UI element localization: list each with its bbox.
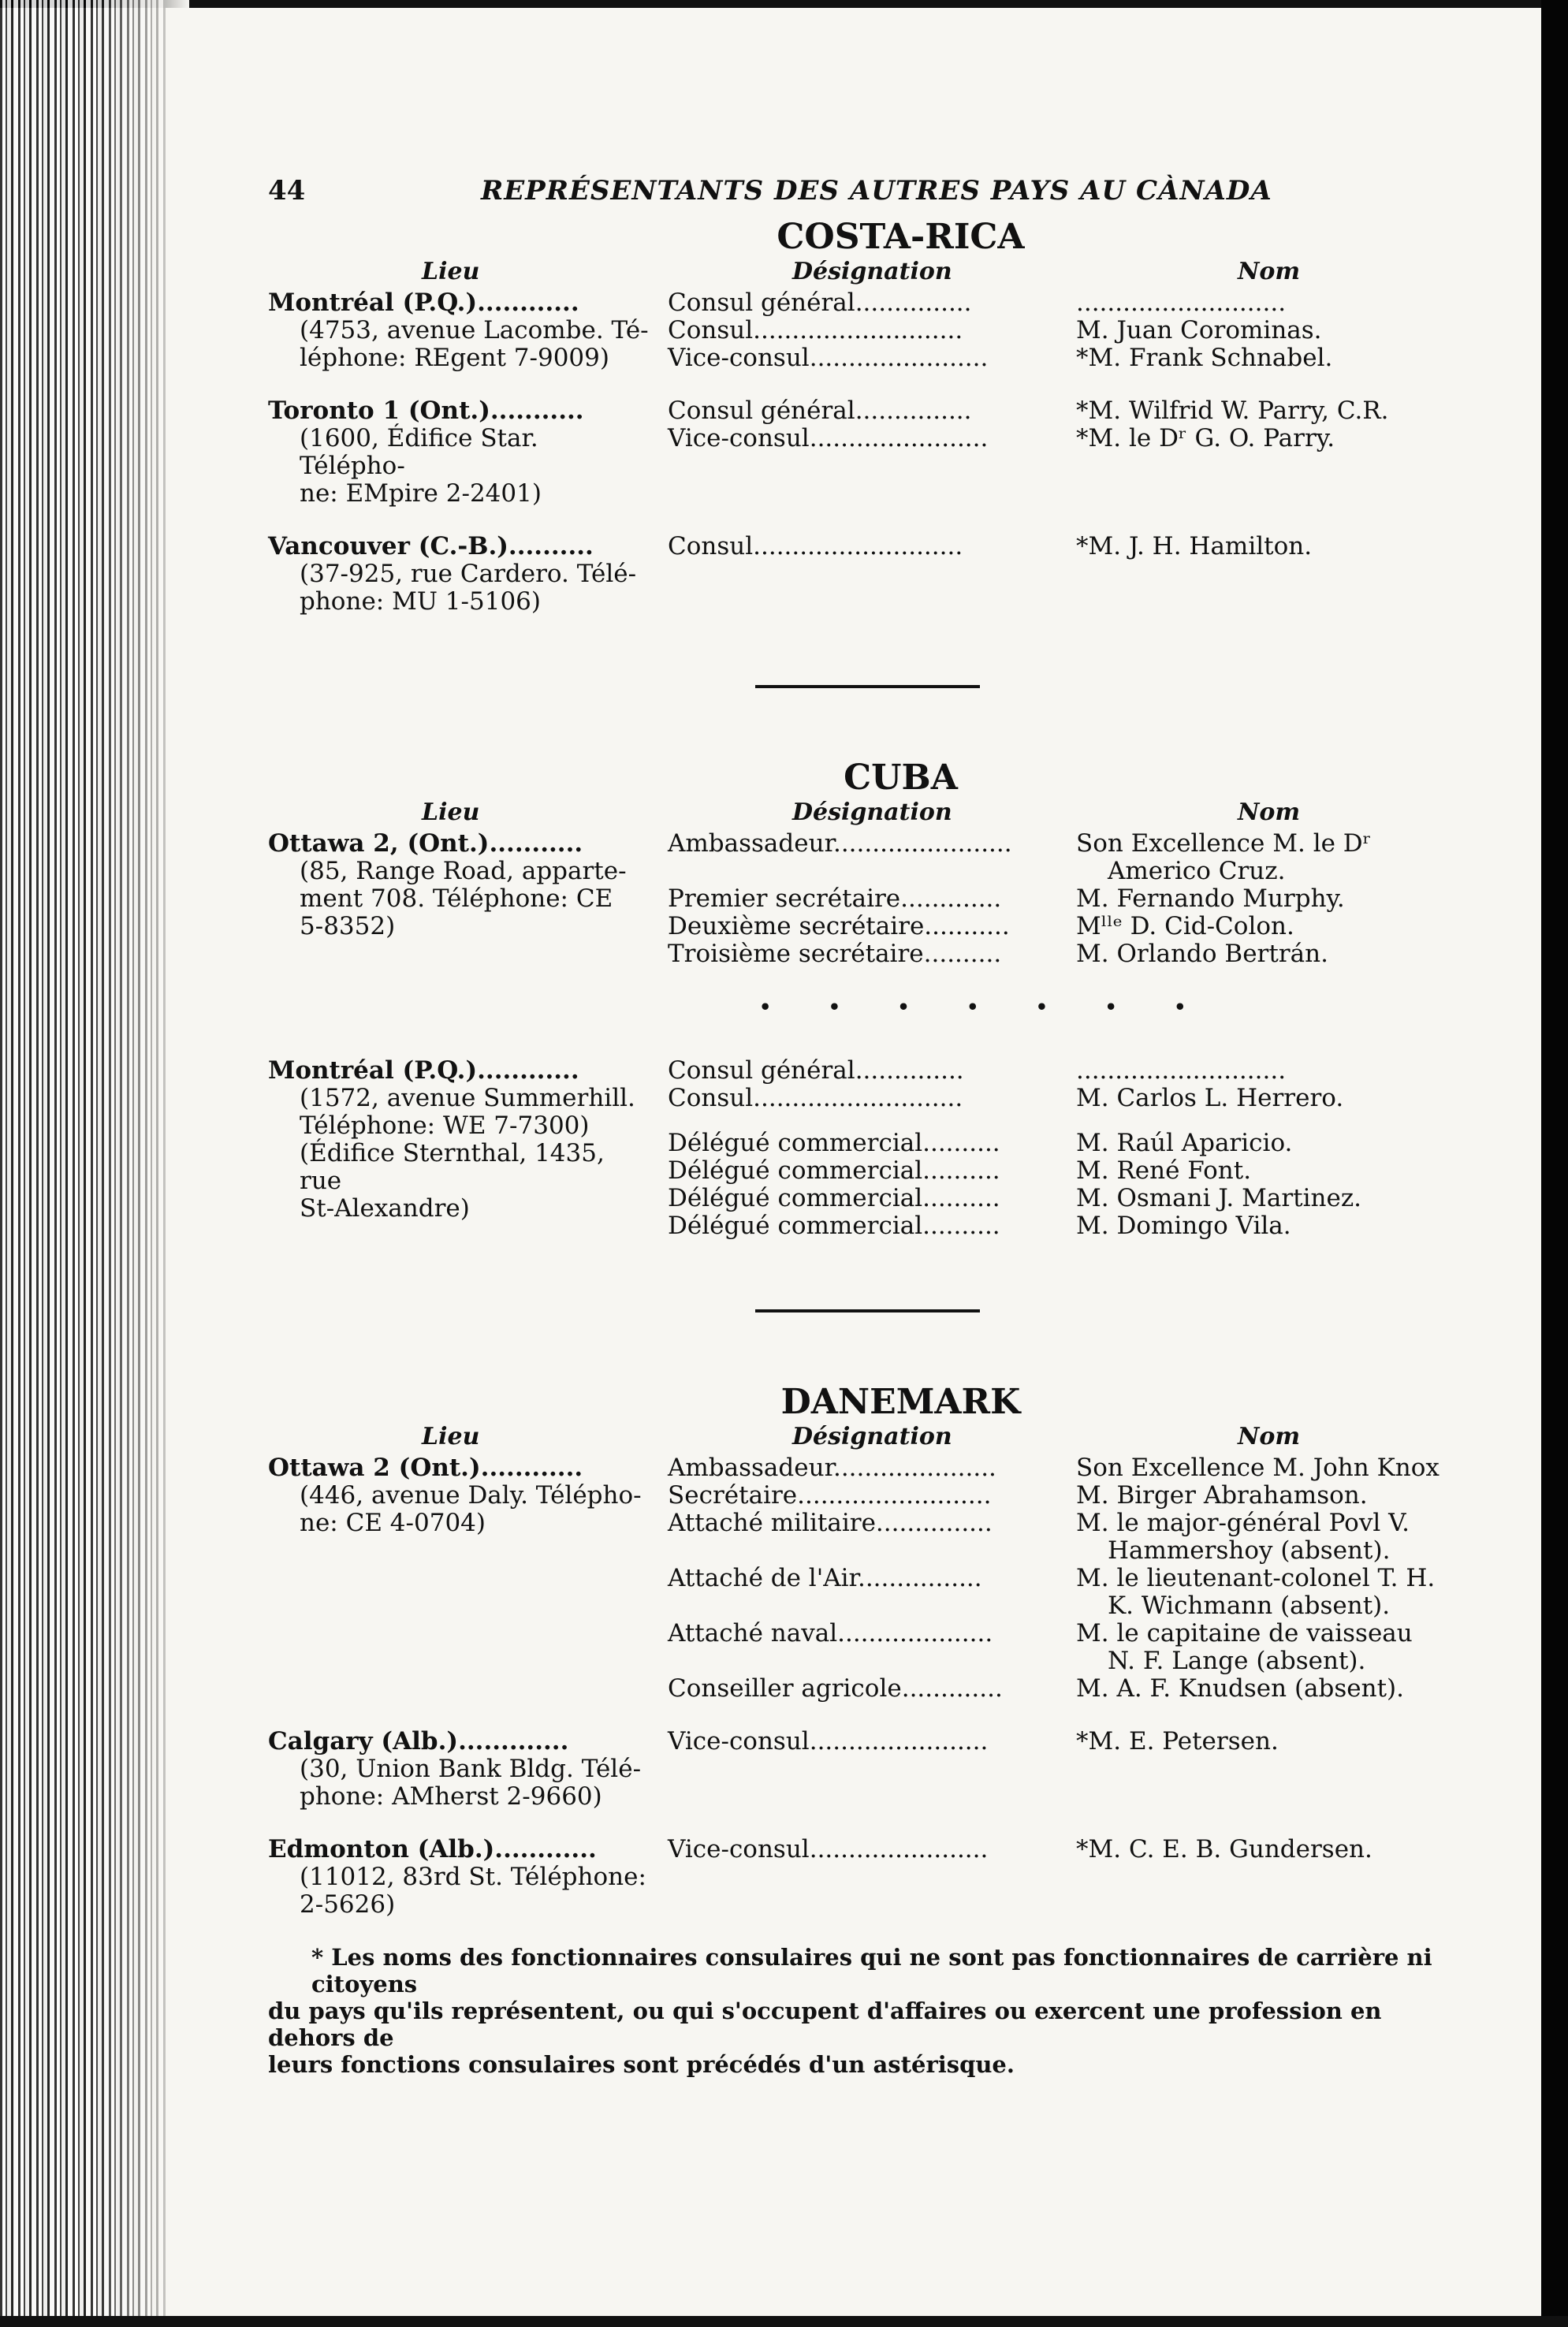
designation-title: Consul général.............. (668, 1056, 964, 1085)
designation-title: Consul général............... (668, 289, 972, 317)
lieu-column (268, 289, 650, 372)
designation-column (650, 830, 1062, 968)
page-number: 44 (268, 175, 306, 207)
column-header-lieu: Lieu (422, 1423, 480, 1450)
location-entry (268, 1057, 1458, 1240)
address-line: léphone: REgent 7-9009) (300, 344, 609, 372)
nom-column (1062, 1454, 1458, 1703)
nom-column (1062, 1057, 1458, 1240)
official-name: M. Juan Corominas. (1076, 316, 1322, 344)
place-name: Ottawa 2 (Ont.)............ (268, 1454, 583, 1482)
row-gap (1076, 1112, 1458, 1130)
country-heading: DANEMARK (780, 1382, 1021, 1422)
designation-column (650, 1454, 1062, 1703)
official-name: M. Orlando Bertrán. (1076, 940, 1328, 968)
address-line: (30, Union Bank Bldg. Télé- (300, 1755, 642, 1783)
lieu-column (268, 1057, 650, 1240)
address-line: phone: MU 1-5106) (300, 587, 541, 616)
location-entry (268, 289, 1458, 372)
official-name: M. Domingo Vila. (1076, 1212, 1291, 1240)
document-page (268, 177, 1458, 2078)
official-name: Mˡˡᵉ D. Cid-Colon. (1076, 912, 1294, 940)
address-line: (11012, 83rd St. Téléphone: (300, 1863, 646, 1891)
column-header-lieu: Lieu (422, 258, 480, 285)
official-name: M. Fernando Murphy. (1076, 884, 1345, 913)
address-line: (85, Range Road, apparte- (300, 857, 627, 885)
official-name: *M. E. Petersen. (1076, 1727, 1279, 1755)
designation-column (650, 1057, 1062, 1240)
designation-title: Premier secrétaire............. (668, 884, 1002, 913)
column-header-nom: Nom (1238, 258, 1301, 285)
official-name: ........................... (1076, 1056, 1287, 1085)
column-header-nom: Nom (1238, 799, 1301, 826)
address-line: 2-5626) (300, 1890, 396, 1919)
lieu-column (268, 397, 650, 508)
column-headers (268, 1423, 1458, 1454)
official-name: ........................... (1076, 289, 1287, 317)
place-name: Ottawa 2, (Ont.)........... (268, 829, 583, 858)
designation-title: Consul général............... (668, 397, 972, 425)
address-line: (1600, Édifice Star. Télépho- (300, 424, 538, 480)
official-name: M. le major-général Povl V. (1076, 1509, 1410, 1537)
nom-column (1062, 397, 1458, 508)
place-name: Montréal (P.Q.)............ (268, 1056, 579, 1085)
lieu-column (268, 1836, 650, 1919)
spine-fade (95, 0, 189, 2327)
designation-column (650, 289, 1062, 372)
address-line: Téléphone: WE 7-7300) (300, 1111, 590, 1140)
designation-title: Délégué commercial.......... (668, 1212, 1000, 1240)
section-divider-rule (755, 685, 980, 688)
official-name-continued: N. F. Lange (absent). (1108, 1647, 1366, 1675)
location-entry (268, 1728, 1458, 1811)
designation-title: Attaché naval.................... (668, 1619, 993, 1648)
country-heading: CUBA (844, 758, 958, 798)
official-name-continued: Hammershoy (absent). (1108, 1536, 1391, 1565)
official-name-continued: Americo Cruz. (1108, 857, 1286, 885)
location-entry (268, 533, 1458, 616)
designation-title: Attaché de l'Air................ (668, 1564, 982, 1592)
address-line: (4753, avenue Lacombe. Té- (300, 316, 649, 344)
location-entry (268, 1836, 1458, 1919)
address-line: ment 708. Téléphone: CE (300, 884, 613, 913)
address-line: phone: AMherst 2-9660) (300, 1782, 602, 1811)
official-name: *M. C. E. B. Gundersen. (1076, 1835, 1372, 1863)
designation-title: Ambassadeur..................... (668, 1454, 996, 1482)
official-name: M. le capitaine de vaisseau (1076, 1619, 1413, 1648)
dotted-separator: • • • • • • • (759, 996, 1212, 1018)
address-line: (446, avenue Daly. Télépho- (300, 1481, 642, 1510)
designation-title: Vice-consul....................... (668, 1727, 989, 1755)
official-name: M. le lieutenant-colonel T. H. (1076, 1564, 1436, 1592)
designation-title: Consul........................... (668, 532, 963, 560)
nom-column (1062, 289, 1458, 372)
location-entry (268, 397, 1458, 508)
place-name: Toronto 1 (Ont.)........... (268, 397, 584, 425)
designation-title: Délégué commercial.......... (668, 1184, 1000, 1212)
official-name: Son Excellence M. le Dʳ (1076, 829, 1372, 858)
column-header-designation: Désignation (792, 258, 952, 285)
lieu-column (268, 830, 650, 968)
designation-column (650, 1836, 1062, 1919)
official-name: *M. Frank Schnabel. (1076, 344, 1333, 372)
designation-title: Délégué commercial.......... (668, 1129, 1000, 1157)
designation-title: Attaché militaire............... (668, 1509, 993, 1537)
designation-title: Troisième secrétaire.......... (668, 940, 1002, 968)
footnote-line-2: du pays qu'ils représentent, ou qui s'occupent d'affaires ou exercent une profession en dehors de (268, 1997, 1382, 2051)
designation-title: Vice-consul....................... (668, 1835, 989, 1863)
place-name: Edmonton (Alb.)............ (268, 1835, 597, 1863)
designation-spacer (668, 858, 1062, 885)
column-headers (268, 258, 1458, 289)
designation-title: Ambassadeur....................... (668, 829, 1012, 858)
location-entry (268, 830, 1458, 968)
designation-title: Deuxième secrétaire........... (668, 912, 1010, 940)
nom-column (1062, 1836, 1458, 1919)
address-line: 5-8352) (300, 912, 396, 940)
lieu-column (268, 1728, 650, 1811)
designation-title: Conseiller agricole............. (668, 1674, 1003, 1703)
designation-column (650, 1728, 1062, 1811)
row-gap (668, 1112, 1062, 1130)
designation-spacer (668, 1592, 1062, 1620)
official-name: M. Carlos L. Herrero. (1076, 1084, 1344, 1112)
official-name: *M. Wilfrid W. Parry, C.R. (1076, 397, 1389, 425)
address-line: St-Alexandre) (300, 1194, 470, 1223)
address-line: ne: CE 4-0704) (300, 1509, 486, 1537)
official-name: M. Raúl Aparicio. (1076, 1129, 1293, 1157)
country-heading: COSTA-RICA (777, 217, 1025, 257)
running-title: REPRÉSENTANTS DES AUTRES PAYS AU CÀNADA (481, 175, 1272, 207)
scan-top-edge (0, 0, 1568, 8)
lieu-column (268, 1454, 650, 1703)
place-name: Montréal (P.Q.)............ (268, 289, 579, 317)
official-name: Son Excellence M. John Knox (1076, 1454, 1440, 1482)
designation-title: Vice-consul....................... (668, 424, 989, 452)
address-line: (Édifice Sternthal, 1435, rue (300, 1139, 605, 1195)
designation-title: Vice-consul....................... (668, 344, 989, 372)
official-name-continued: K. Wichmann (absent). (1108, 1592, 1391, 1620)
official-name: *M. le Dʳ G. O. Parry. (1076, 424, 1335, 452)
designation-title: Secrétaire......................... (668, 1481, 992, 1510)
column-header-designation: Désignation (792, 1423, 952, 1450)
official-name: M. A. F. Knudsen (absent). (1076, 1674, 1404, 1703)
lieu-column (268, 533, 650, 616)
designation-title: Consul........................... (668, 316, 963, 344)
column-header-nom: Nom (1238, 1423, 1301, 1450)
designation-title: Délégué commercial.......... (668, 1156, 1000, 1185)
nom-column (1062, 533, 1458, 616)
designation-spacer (668, 1537, 1062, 1565)
address-line: ne: EMpire 2-2401) (300, 479, 542, 508)
official-name: M. Birger Abrahamson. (1076, 1481, 1368, 1510)
section-divider-rule (755, 1309, 980, 1312)
designation-title: Consul........................... (668, 1084, 963, 1112)
nom-column (1062, 830, 1458, 968)
designation-column (650, 397, 1062, 508)
place-name: Vancouver (C.-B.).......... (268, 532, 594, 560)
location-entry (268, 1454, 1458, 1703)
column-headers (268, 799, 1458, 830)
official-name: *M. J. H. Hamilton. (1076, 532, 1313, 560)
scan-right-edge (1541, 0, 1568, 2327)
nom-column (1062, 1728, 1458, 1811)
sections-container (268, 217, 1458, 1919)
footnote-line-1: * Les noms des fonctionnaires consulaires qui ne sont pas fonctionnaires de carrière ni citoyens (311, 1944, 1432, 1997)
footnote (268, 1944, 1466, 2078)
column-header-designation: Désignation (792, 799, 952, 826)
footnote-line-3: leurs fonctions consulaires sont précédés d'un astérisque. (268, 2051, 1015, 2078)
address-line: (37-925, rue Cardero. Télé- (300, 560, 637, 588)
designation-column (650, 533, 1062, 616)
official-name: M. René Font. (1076, 1156, 1252, 1185)
official-name: M. Osmani J. Martinez. (1076, 1184, 1362, 1212)
scan-bottom-edge (0, 2316, 1568, 2327)
page-header (268, 177, 1458, 217)
place-name: Calgary (Alb.)............. (268, 1727, 569, 1755)
column-header-lieu: Lieu (422, 799, 480, 826)
address-line: (1572, avenue Summerhill. (300, 1084, 635, 1112)
designation-spacer (668, 1648, 1062, 1675)
